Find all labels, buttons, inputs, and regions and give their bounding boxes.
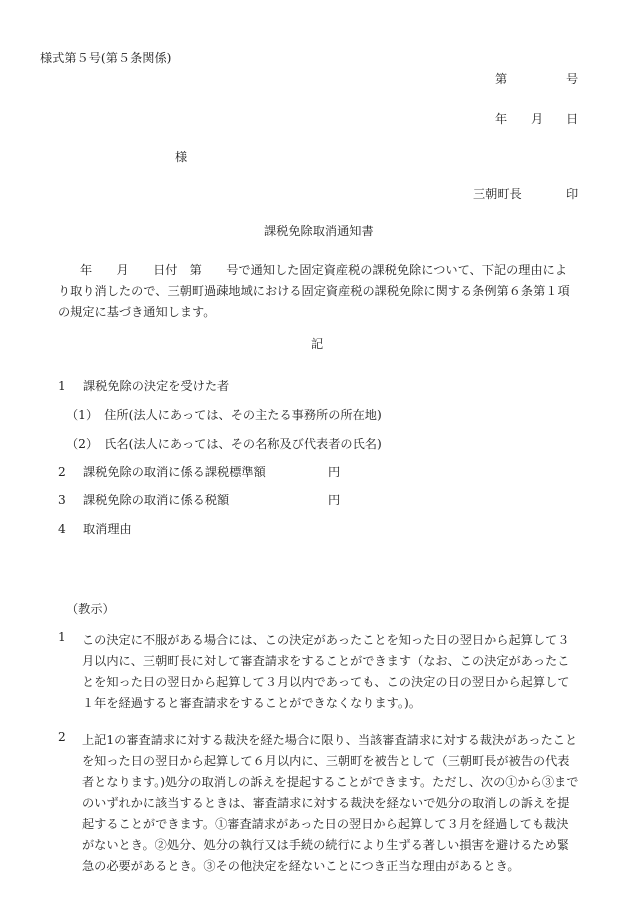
instruction-2 (58, 730, 580, 877)
instruction-2-number: 2 (58, 730, 66, 744)
item-1-2: （2） 氏名(法人にあっては、その名称及び代表者の氏名) (66, 437, 382, 451)
item-2 (58, 463, 266, 480)
instruction-1-number: 1 (58, 630, 66, 644)
ki-marker: 記 (311, 337, 324, 351)
date-day: 日 (566, 112, 579, 126)
item-4 (58, 520, 132, 537)
instruction-1 (58, 630, 580, 714)
item-4-number: 4 (58, 522, 66, 536)
reference-number-prefix: 第 (495, 72, 508, 86)
instruction-2-text: 上記1の審査請求に対する裁決を経た場合に限り、当該審査請求に対する裁決があったことを知った日の翌日から起算して６月以内に、三朝町を被告として（三朝町長が被告の代表者となります。)処分の取消しの訴えを提起することができます。ただし、次の①から③までのいずれかに該当するときは、審査請求に対する裁決を経ないで処分の取消しの訴えを提起することができます。①審査請求があった日の翌日から起算して３月を経過しても裁決がないとき。②処分、処分の執行又は手続の続行により生ずる著しい損害を避けるため緊急の必要があるとき。③その他決定を経ないことにつき正当な理由があるとき。 (82, 733, 579, 873)
item-3-number: 3 (58, 493, 66, 507)
item-1-text: 課税免除の決定を受けた者 (83, 379, 230, 393)
item-1-number: 1 (58, 379, 66, 393)
seal-mark: 印 (566, 187, 579, 201)
form-id: 様式第５号(第５条関係) (40, 51, 172, 65)
date-month: 月 (531, 112, 544, 126)
item-1 (58, 377, 229, 394)
item-3-text: 課税免除の取消に係る税額 (83, 493, 230, 507)
addressee-suffix: 様 (175, 150, 188, 164)
document-title: 課税免除取消通知書 (264, 224, 374, 238)
issuer-name: 三朝町長 (473, 187, 522, 201)
item-1-1: （1） 住所(法人にあっては、その主たる事務所の所在地) (66, 408, 382, 422)
item-2-unit: 円 (328, 465, 341, 479)
item-4-text: 取消理由 (83, 522, 132, 536)
item-2-number: 2 (58, 465, 66, 479)
instruction-1-text: この決定に不服がある場合には、この決定があったことを知った日の翌日から起算して３月以内に、三朝町長に対して審査請求をすることができます（なお、この決定があったことを知った日の翌日から起算して３月以内であっても、この決定の日の翌日から起算して１年を経過すると審査請求をすることができなくなります。)。 (82, 633, 570, 710)
item-2-text: 課税免除の取消に係る課税標準額 (83, 465, 266, 479)
body-paragraph: 年 月 日付 第 号で通知した固定資産税の課税免除について、下記の理由により取り消したので、三朝町過疎地域における固定資産税の課税免除に関する条例第６条第１項の規定に基づき通知します。 (58, 263, 570, 319)
item-3 (58, 491, 229, 508)
reference-number-suffix: 号 (566, 72, 579, 86)
item-3-unit: 円 (328, 493, 341, 507)
date-year: 年 (495, 112, 508, 126)
instruction-heading: （教示） (66, 602, 115, 616)
